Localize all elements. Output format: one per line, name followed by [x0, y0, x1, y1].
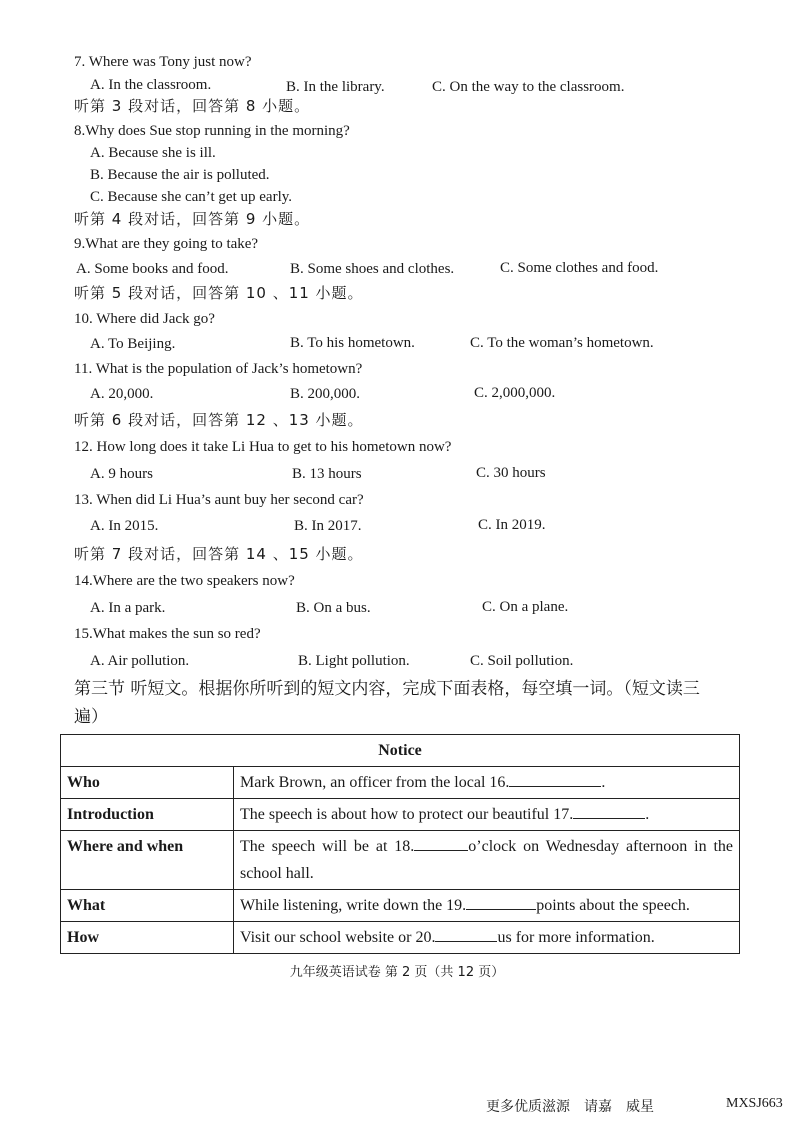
row-label: What	[61, 890, 234, 922]
question-number: 11.	[74, 361, 93, 377]
row-content	[234, 890, 740, 922]
option-a: A. 20,000.	[90, 386, 154, 402]
page-footer: 九年级英语试卷 第 2 页（共 12 页）	[289, 965, 505, 980]
option-c: C. On the way to the classroom.	[432, 79, 625, 95]
content-text: .	[645, 806, 650, 823]
option-b: B. On a bus.	[296, 600, 371, 616]
question-number: 12.	[74, 439, 93, 455]
option-c: C. To the woman’s hometown.	[470, 335, 654, 351]
question-10	[74, 309, 215, 329]
notice-title: Notice	[61, 735, 740, 767]
question-text: How long does it take Li Hua to get to his hometown now?	[96, 439, 452, 455]
question-number: 14.	[74, 573, 93, 589]
table-row	[61, 735, 740, 767]
option-c: C. 2,000,000.	[474, 385, 556, 401]
option-a: A. In a park.	[90, 600, 166, 616]
instruction-d4: 听第 4 段对话，回答第 9 小题。	[74, 210, 311, 228]
option-a: A. To Beijing.	[90, 336, 176, 352]
option-a: A. Because she is ill.	[90, 145, 216, 161]
answer-blank-18[interactable]	[414, 834, 468, 851]
question-number: 13.	[74, 492, 93, 508]
option-a: A. Air pollution.	[90, 653, 190, 669]
question-7	[74, 52, 252, 72]
question-13	[74, 490, 364, 510]
code-text: MXSJ663	[726, 1096, 783, 1111]
option-b: B. To his hometown.	[290, 335, 415, 351]
option-b: B. Light pollution.	[298, 653, 410, 669]
table-row	[61, 922, 740, 954]
table-row	[61, 799, 740, 831]
row-label: How	[61, 922, 234, 954]
option-c: C. On a plane.	[482, 599, 569, 615]
question-12	[74, 437, 451, 457]
option-c: C. Soil pollution.	[470, 653, 574, 669]
question-text: Where are the two speakers now?	[92, 573, 295, 589]
option-c: C. Some clothes and food.	[500, 260, 659, 276]
option-b: B. 200,000.	[290, 386, 361, 402]
question-15	[74, 624, 261, 644]
option-c: C. Because she can’t get up early.	[90, 189, 293, 205]
option-c: C. 30 hours	[476, 465, 546, 481]
instruction-d5: 听第 5 段对话，回答第 10 、11 小题。	[74, 284, 364, 302]
option-b: B. Some shoes and clothes.	[290, 261, 455, 277]
option-b: B. In the library.	[286, 79, 385, 95]
option-b: B. In 2017.	[294, 518, 362, 534]
row-content	[234, 767, 740, 799]
table-row	[61, 767, 740, 799]
option-c: C. In 2019.	[478, 517, 546, 533]
question-text: What is the population of Jack’s hometown?	[95, 361, 363, 377]
content-text: While listening, write down the 19.	[240, 897, 467, 914]
answer-blank-16[interactable]	[509, 770, 601, 787]
section-3-heading: 第三节 听短文。根据你所听到的短文内容，完成下面表格，每空填一词。（短文读三遍）	[74, 679, 700, 727]
table-row	[61, 831, 740, 890]
question-text: What makes the sun so red?	[92, 626, 261, 642]
content-text: Mark Brown, an officer from the local 16.	[240, 774, 510, 791]
content-text: .	[601, 774, 606, 791]
question-8	[74, 121, 350, 141]
option-a: A. In the classroom.	[90, 77, 212, 93]
question-text: Where did Jack go?	[96, 311, 215, 327]
question-number: 9.	[74, 236, 86, 252]
option-b: B. Because the air is polluted.	[90, 167, 270, 183]
row-label: Where and when	[61, 831, 234, 890]
question-number: 8.	[74, 123, 86, 139]
question-number: 10.	[74, 311, 93, 327]
row-label: Who	[61, 767, 234, 799]
content-text: Visit our school website or 20.	[240, 929, 436, 946]
question-number: 15.	[74, 626, 93, 642]
answer-blank-19[interactable]	[466, 893, 536, 910]
content-text: The speech will be at 18.	[240, 838, 415, 855]
instruction-d6: 听第 6 段对话，回答第 12 、13 小题。	[74, 411, 364, 429]
answer-blank-20[interactable]	[435, 925, 497, 942]
content-text: The speech is about how to protect our beautiful 17.	[240, 806, 574, 823]
option-a: A. In 2015.	[90, 518, 159, 534]
option-a: A. 9 hours	[90, 466, 153, 482]
content-text: points about the speech.	[536, 897, 690, 914]
question-14	[74, 571, 295, 591]
row-content	[234, 831, 740, 890]
content-text: us for more information.	[497, 929, 655, 946]
answer-blank-17[interactable]	[573, 802, 645, 819]
question-9	[74, 234, 258, 254]
question-text: What are they going to take?	[85, 236, 259, 252]
option-b: B. 13 hours	[292, 466, 362, 482]
notice-table	[60, 734, 740, 954]
question-number: 7.	[74, 54, 86, 70]
question-11	[74, 359, 362, 379]
row-content	[234, 799, 740, 831]
question-text: Where was Tony just now?	[88, 54, 252, 70]
instruction-d7: 听第 7 段对话，回答第 14 、15 小题。	[74, 545, 364, 563]
question-text: Why does Sue stop running in the morning?	[85, 123, 350, 139]
row-label: Introduction	[61, 799, 234, 831]
option-a: A. Some books and food.	[76, 261, 229, 277]
content-text: o’clock on Wednesday afternoon in the school hall.	[240, 838, 733, 882]
row-content	[234, 922, 740, 954]
table-row	[61, 890, 740, 922]
instruction-d3: 听第 3 段对话，回答第 8 小题。	[74, 97, 311, 115]
watermark-text: 更多优质滋源 请嘉 威星	[486, 1099, 654, 1115]
question-text: When did Li Hua’s aunt buy her second car?	[96, 492, 364, 508]
